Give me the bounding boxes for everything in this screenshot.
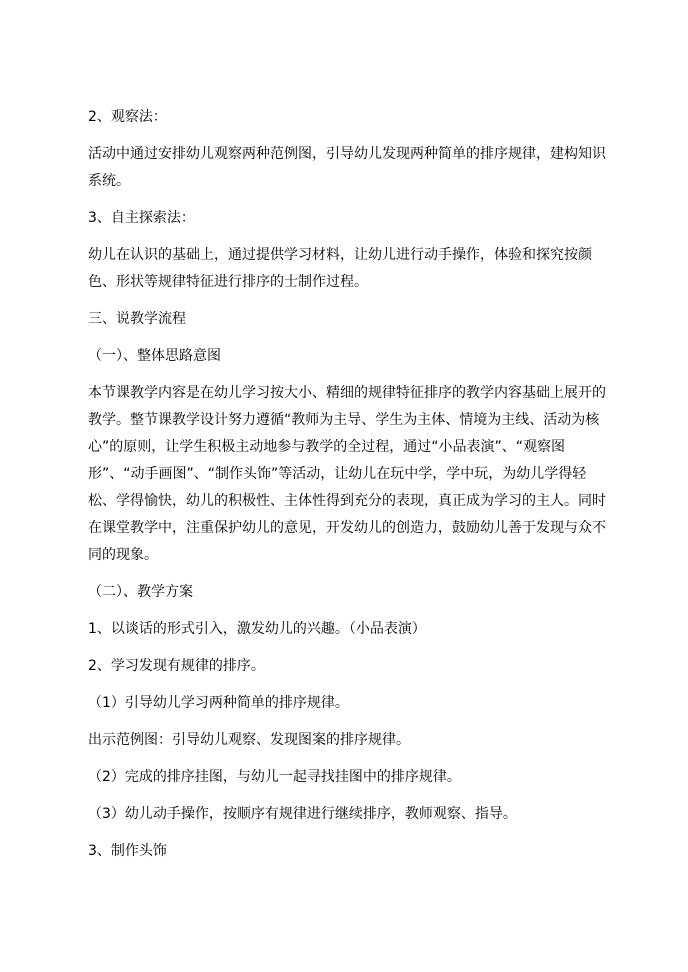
section-heading-observation: 2、观察法： [88, 109, 167, 125]
list-item-sub-2: （2）完成的排序挂图，与幼儿一起寻找挂图中的排序规律。 [88, 769, 461, 785]
section-heading-teaching-process: 三、说教学流程 [88, 311, 186, 327]
list-item-make-headwear: 3、制作头饰 [88, 843, 167, 859]
list-item-intro: 1、以谈话的形式引入，激发幼儿的兴趣。（小品表演） [88, 621, 426, 637]
subheading-teaching-plan: （二）、教学方案 [88, 584, 193, 600]
list-item-sub-1: （1）引导幼儿学习两种简单的排序规律。 [88, 695, 349, 711]
paragraph-observation: 活动中通过安排幼儿观察两种范例图，引导幼儿发现两种简单的排序规律，建构知识系统。 [88, 146, 606, 189]
section-heading-exploration: 3、自主探索法： [88, 210, 195, 226]
paragraph-exploration: 幼儿在认识的基础上，通过提供学习材料，让幼儿进行动手操作，体验和探究按颜色、形状等规律特征进行排序的士制作过程。 [88, 247, 592, 290]
paragraph-overall-idea: 本节课教学内容是在幼儿学习按大小、精细的规律特征排序的教学内容基础上展开的教学。整节课教学设计努力遵循“教师为主导、学生为主体、情境为主线、活动为核心”的原则，让学生积极主动地参与教学的全过程，通过“小品表演”、“观察图形”、“动手画图”、“制作头饰”等活动，让幼儿在玩中学，学中玩，为幼儿学得轻松、学得愉快，幼儿的积极性、主体性得到充分的表现，真正成为学习的主人。同时在课堂教学中，注重保护幼儿的意见，开发幼儿的创造力，鼓励幼儿善于发现与众不同的现象。 [88, 385, 606, 563]
subheading-overall-idea: （一）、整体思路意图 [88, 348, 221, 364]
paragraph-show-example: 出示范例图：引导幼儿观察、发现图案的排序规律。 [88, 732, 410, 748]
list-item-sub-3: （3）幼儿动手操作，按顺序有规律进行继续排序，教师观察、指导。 [88, 806, 517, 822]
document-body [88, 104, 608, 875]
list-item-discover-pattern: 2、学习发现有规律的排序。 [88, 658, 265, 674]
